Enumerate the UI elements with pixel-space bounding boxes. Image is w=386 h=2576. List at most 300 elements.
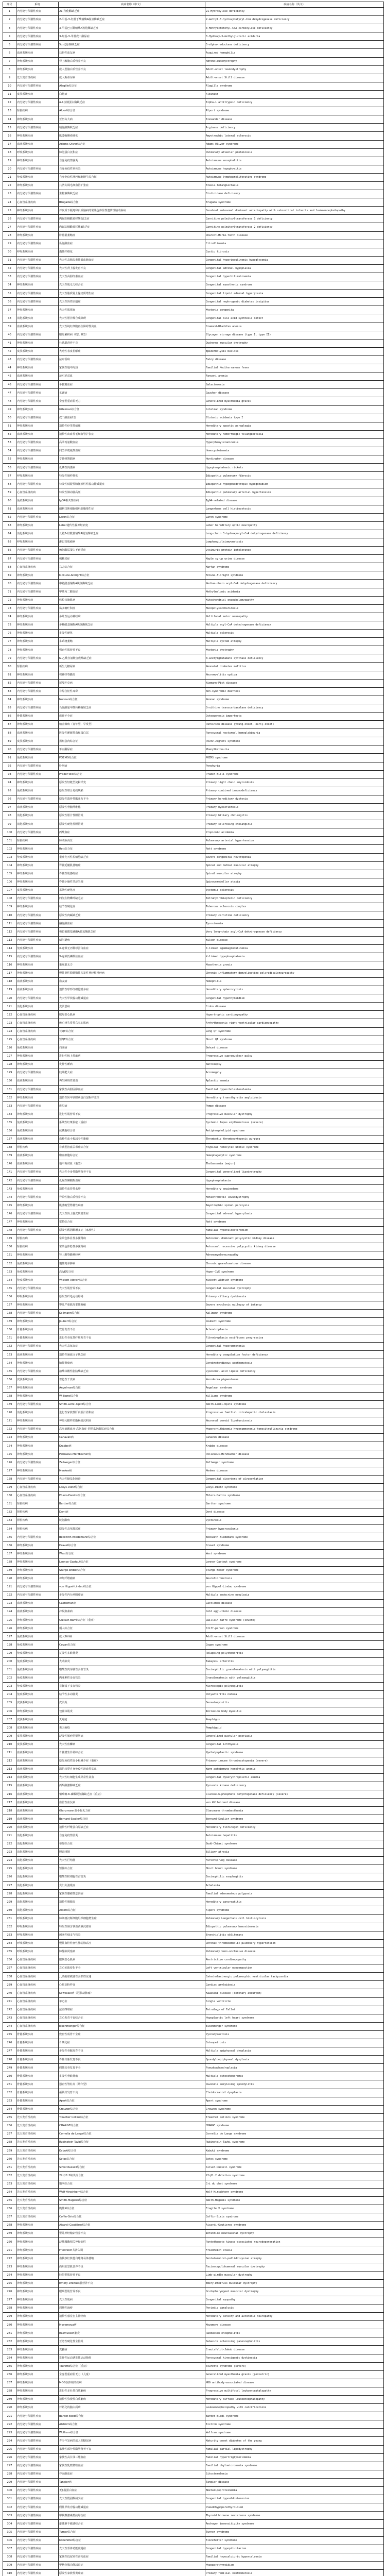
row-system: 神经系统疾病 — [16, 571, 59, 580]
row-name-en: Myelodysplastic syndrome — [205, 1749, 384, 1757]
row-name-en: Pulmonary arterial hypertension — [205, 837, 384, 845]
row-system: 先天发育性疾病 — [16, 2130, 59, 2139]
row-name-cn: Klinefelter综合征 — [59, 2536, 205, 2545]
row-index: 163 — [3, 1351, 16, 1359]
row-name-en: Hypoparathyroidism — [205, 2561, 384, 2569]
row-name-cn: 先天性高胆红素血症 — [59, 273, 205, 281]
row-index: 263 — [3, 2180, 16, 2188]
row-index: 65 — [3, 538, 16, 547]
table-row — [3, 355, 384, 364]
row-name-en: Spinal muscular atrophy — [205, 870, 384, 878]
row-system: 消化系统疾病 — [16, 1856, 59, 1865]
row-name-en: Wiskott-Aldrich syndrome — [205, 1276, 384, 1284]
row-system: 先天发育性疾病 — [16, 2147, 59, 2155]
row-name-en: Autoimmune lymphoproliferative syndrome — [205, 173, 384, 181]
row-name-cn: Cornelia de Lange综合征 — [59, 2130, 205, 2139]
row-name-en: Dent disease — [205, 1508, 384, 1516]
row-name-en: Arrhythmogenic right ventricular cardiomyopathy — [205, 1019, 384, 1027]
table-row — [3, 538, 384, 547]
row-name-en: Hereditary pancreatitis — [205, 1898, 384, 1906]
row-name-cn: 泛发性脓疱型银屑病 — [59, 1732, 205, 1740]
row-name-en: Amyotrophic spinal paralysis — [205, 1201, 384, 1210]
row-name-en: Ataxia-telangiectasia — [205, 181, 384, 190]
table-row — [3, 2569, 384, 2576]
row-index: 202 — [3, 1674, 16, 1682]
row-name-en: Maple syrup urine disease — [205, 555, 384, 563]
row-system: 神经系统疾病 — [16, 845, 59, 853]
table-row — [3, 2412, 384, 2420]
row-name-cn: Menkes病 — [59, 1467, 205, 1475]
row-name-cn: 皮肌炎 — [59, 1699, 205, 1707]
row-name-en: Hyperphenylalaninemia — [205, 438, 384, 447]
row-name-en: Lymphangioleiomyomatosis — [205, 538, 384, 547]
row-system: 神经系统疾病 — [16, 1624, 59, 1633]
row-index: 94 — [3, 778, 16, 787]
row-system: 内分泌与代谢性疾病 — [16, 2470, 59, 2478]
row-index: 102 — [3, 845, 16, 853]
table-row — [3, 1168, 384, 1177]
row-name-en: Alexander disease — [205, 115, 384, 124]
row-name-cn: Bernard-Soulier综合征 — [59, 1815, 205, 1823]
row-index: 222 — [3, 1840, 16, 1848]
row-name-en: Paroxysmal kinesigenic dyskinesia — [205, 2354, 384, 2362]
row-name-en: Creutzfeldt-Jakob disease — [205, 2346, 384, 2354]
row-system: 内分泌与代谢性疾病 — [16, 447, 59, 455]
row-name-en: Eosinophilic esophagitis — [205, 1873, 384, 1882]
row-name-cn: 自身免疫性脑炎 — [59, 157, 205, 165]
row-name-en: Idiopathic pulmonary hemosiderosis — [205, 1923, 384, 1931]
row-index: 193 — [3, 1600, 16, 1608]
row-system: 内分泌与代谢性疾病 — [16, 1309, 59, 1317]
row-system: 消化系统疾病 — [16, 1906, 59, 1914]
row-system: 内分泌与代谢性疾病 — [16, 2561, 59, 2569]
row-name-cn: 结节性硬化症 — [59, 903, 205, 911]
row-system: 内分泌与代谢性疾病 — [16, 124, 59, 132]
row-index: 300 — [3, 2487, 16, 2495]
row-index: 119 — [3, 986, 16, 994]
row-index: 64 — [3, 530, 16, 538]
row-system: 血液系统疾病 — [16, 977, 59, 986]
row-system: 内分泌与代谢性疾病 — [16, 1177, 59, 1185]
row-name-en: Congenital ichthyosis — [205, 1740, 384, 1749]
row-system: 血液系统疾病 — [16, 1160, 59, 1168]
row-system: 神经系统疾病 — [16, 1541, 59, 1550]
row-index: 152 — [3, 1260, 16, 1268]
row-name-cn: 多发性内分泌腺瘤病 — [59, 1591, 205, 1599]
table-row — [3, 1641, 384, 1649]
row-name-en: Familial partial lipodystrophy — [205, 2445, 384, 2453]
row-name-en: Alport syndrome — [205, 107, 384, 115]
row-index: 81 — [3, 671, 16, 679]
row-index: 72 — [3, 596, 16, 604]
row-name-cn: 高IgE综合征 — [59, 1268, 205, 1276]
row-name-cn: 原发性醛固酮增多症（家族性） — [59, 1226, 205, 1234]
rare-disease-table — [3, 2, 384, 2576]
row-name-cn: West综合征 — [59, 1550, 205, 1558]
table-row — [3, 2080, 384, 2089]
row-index: 229 — [3, 1898, 16, 1906]
row-name-cn: 遗传性凝血因子缺乏症 — [59, 1351, 205, 1359]
row-index: 73 — [3, 604, 16, 613]
row-index: 198 — [3, 1641, 16, 1649]
table-row — [3, 1243, 384, 1251]
row-name-en: Neonatal diabetes mellitus — [205, 663, 384, 671]
table-row — [3, 1856, 384, 1865]
row-name-cn: 法布雷病 — [59, 355, 205, 364]
row-index: 109 — [3, 903, 16, 911]
row-name-en: Canavan disease — [205, 1434, 384, 1442]
row-name-en: Sturge-Weber syndrome — [205, 1566, 384, 1574]
row-name-en: Hemophilia — [205, 977, 384, 986]
row-name-en: Pompe disease — [205, 1102, 384, 1110]
row-name-en: Congenital dyserythropoietic anemia — [205, 1773, 384, 1782]
table-row — [3, 1036, 384, 1044]
row-system: 内分泌与代谢性疾病 — [16, 895, 59, 903]
row-name-cn: 胆道闭锁 — [59, 1848, 205, 1856]
row-index: 136 — [3, 1127, 16, 1135]
row-system: 心血管系统疾病 — [16, 1989, 59, 1997]
row-name-cn: 再生障碍性贫血 — [59, 1077, 205, 1086]
table-row — [3, 878, 384, 886]
row-index: 21 — [3, 173, 16, 181]
row-index: 215 — [3, 1782, 16, 1790]
row-index: 36 — [3, 298, 16, 306]
table-row — [3, 2379, 384, 2387]
row-index: 243 — [3, 2014, 16, 2022]
row-system: 神经系统疾病 — [16, 2387, 59, 2395]
row-system: 骨骼系统疾病 — [16, 1326, 59, 1334]
row-name-cn: 多发性骨骺发育不良 — [59, 2047, 205, 2056]
row-name-cn: 原发性骨髓纤维化 — [59, 804, 205, 812]
row-system: 免疫系统疾病 — [16, 1666, 59, 1674]
row-system: 神经系统疾病 — [16, 2321, 59, 2329]
table-row — [3, 1541, 384, 1550]
table-row — [3, 422, 384, 430]
row-name-cn: 肺泡蛋白沉积症 — [59, 148, 205, 157]
table-row — [3, 1260, 384, 1268]
row-name-en: Primary carnitine deficiency — [205, 911, 384, 920]
row-index: 165 — [3, 1367, 16, 1376]
row-name-cn: 先天性鱼鳞病 — [59, 1740, 205, 1749]
row-index: 174 — [3, 1442, 16, 1450]
table-row — [3, 24, 384, 32]
row-name-en: Familial hyperaldosteronism — [205, 1226, 384, 1234]
row-name-en: Prader-Willi syndrome — [205, 770, 384, 778]
row-system: 内分泌与代谢性疾病 — [16, 928, 59, 936]
row-name-cn: 溶酶体酸性脂肪酶缺乏症 — [59, 1367, 205, 1376]
row-index: 199 — [3, 1649, 16, 1657]
table-row — [3, 248, 384, 256]
row-name-en: Arginase deficiency — [205, 124, 384, 132]
row-name-cn: 先天性肾性尿崩症 — [59, 298, 205, 306]
row-system: 内分泌与代谢性疾病 — [16, 1533, 59, 1541]
row-name-en: Multiple endocrine neoplasia — [205, 1591, 384, 1599]
row-name-cn: 肾上腺脑白质营养不良 — [59, 57, 205, 65]
row-system: 血液系统疾病 — [16, 49, 59, 57]
row-name-cn: Smith-Lemli-Opitz综合征 — [59, 1400, 205, 1409]
row-name-en: Thrombotic thrombocytopenic purpura — [205, 1135, 384, 1143]
row-system: 神经系统疾病 — [16, 455, 59, 464]
row-index: 113 — [3, 936, 16, 944]
row-index: 196 — [3, 1624, 16, 1633]
row-system: 内分泌与代谢性疾病 — [16, 256, 59, 264]
row-name-en: Biliary atresia — [205, 1848, 384, 1856]
row-system: 先天发育性疾病 — [16, 2213, 59, 2221]
row-system: 内分泌与代谢性疾病 — [16, 16, 59, 24]
row-name-en: Apert syndrome — [205, 2097, 384, 2105]
table-row — [3, 2230, 384, 2238]
row-name-cn: Williams综合征 — [59, 1392, 205, 1400]
row-system: 神经系统疾病 — [16, 1218, 59, 1226]
row-name-cn: Silver-Russell综合征 — [59, 2163, 205, 2172]
table-row — [3, 1094, 384, 1102]
table-row — [3, 215, 384, 223]
row-system: 神经系统疾病 — [16, 1060, 59, 1069]
row-index: 117 — [3, 969, 16, 977]
row-name-en: Adult-onset Still disease — [205, 74, 384, 82]
row-index: 156 — [3, 1293, 16, 1301]
table-row — [3, 1102, 384, 1110]
row-system: 骨骼系统疾病 — [16, 2072, 59, 2080]
table-row — [3, 1118, 384, 1127]
row-name-cn: 伴钙化的脑白质病 — [59, 2404, 205, 2412]
row-name-cn: 长QT综合征 — [59, 1027, 205, 1036]
row-index: 189 — [3, 1566, 16, 1574]
table-row — [3, 290, 384, 298]
row-name-cn: 遗传性出血性毛细血管扩张症 — [59, 430, 205, 438]
row-system: 先天发育性疾病 — [16, 2205, 59, 2213]
row-name-cn: 先天性垂体功能减退症 — [59, 2545, 205, 2553]
table-row — [3, 1997, 384, 2006]
row-name-cn: 先天性脂质肾上腺皮质增生症 — [59, 290, 205, 298]
row-name-en: Pemphigus — [205, 1716, 384, 1724]
row-name-cn: 雄激素不敏感综合征 — [59, 2520, 205, 2528]
row-index: 266 — [3, 2205, 16, 2213]
row-name-cn: 原发性家族性黄瘤病 — [59, 2569, 205, 2576]
row-system: 皮肤系统疾病 — [16, 737, 59, 745]
row-name-cn: 血友病 — [59, 977, 205, 986]
row-system: 血液系统疾病 — [16, 1807, 59, 1815]
row-index: 288 — [3, 2387, 16, 2395]
table-row — [3, 1633, 384, 1641]
row-name-cn: 慢性肉芽肿病 — [59, 1260, 205, 1268]
row-index: 268 — [3, 2222, 16, 2230]
table-row — [3, 1964, 384, 1973]
row-name-en: Congenital hyperammonemia — [205, 1343, 384, 1351]
table-row — [3, 936, 384, 944]
table-row — [3, 2188, 384, 2196]
row-system: 血液系统疾病 — [16, 1077, 59, 1086]
row-name-cn: 3-羟基-3-甲基戊二酸尿症 — [59, 32, 205, 41]
table-row — [3, 795, 384, 803]
row-name-cn: 肥厚型心肌病 — [59, 1011, 205, 1019]
table-row — [3, 1317, 384, 1326]
row-system: 皮肤系统疾病 — [16, 1732, 59, 1740]
row-name-cn: 糖原累积病（I型、II型） — [59, 331, 205, 339]
row-name-en: CHARGE syndrome — [205, 2122, 384, 2130]
table-row — [3, 2337, 384, 2346]
row-index: 274 — [3, 2271, 16, 2279]
table-row — [3, 853, 384, 861]
row-index: 110 — [3, 911, 16, 920]
row-system: 神经系统疾病 — [16, 2263, 59, 2271]
row-index: 123 — [3, 1019, 16, 1027]
row-system: 神经系统疾病 — [16, 646, 59, 654]
row-name-en: Hereditary coagulation factor deficiency — [205, 1351, 384, 1359]
row-system: 肾脏疾病 — [16, 1525, 59, 1533]
table-row — [3, 57, 384, 65]
table-row — [3, 323, 384, 331]
row-name-cn: 颅锁骨发育不良 — [59, 2089, 205, 2097]
row-name-cn: 先天性肾上腺皮质增生症 — [59, 1210, 205, 1218]
table-row — [3, 1442, 384, 1450]
table-row — [3, 372, 384, 381]
table-row — [3, 256, 384, 264]
row-name-en: Maturity-onset diabetes of the young — [205, 2437, 384, 2445]
row-name-cn: Noonan综合征 — [59, 696, 205, 704]
row-name-en: Eosinophilic granulomatosis with polyangiitis — [205, 1666, 384, 1674]
table-row — [3, 2122, 384, 2130]
row-name-en: Congenital nephrogenic diabetes insipidus — [205, 298, 384, 306]
table-row — [3, 1931, 384, 1939]
row-name-en: Familial hypercholesterolemia — [205, 1086, 384, 1094]
row-name-cn: Smith-Magenis综合征 — [59, 2196, 205, 2205]
row-name-en: Spinocerebellar ataxia — [205, 878, 384, 886]
row-system: 骨骼系统疾病 — [16, 1334, 59, 1343]
row-system: 内分泌与代谢性疾病 — [16, 355, 59, 364]
row-name-cn: 卟啉病 — [59, 762, 205, 770]
row-system: 肾脏疾病 — [16, 837, 59, 845]
table-row — [3, 1135, 384, 1143]
row-name-cn: 脊髓性肌萎缩症 — [59, 870, 205, 878]
row-system: 神经系统疾病 — [16, 630, 59, 638]
row-name-en: Alpers syndrome — [205, 1906, 384, 1914]
table-row — [3, 721, 384, 729]
row-index: 232 — [3, 1923, 16, 1931]
row-name-en: Menkes disease — [205, 1467, 384, 1475]
table-row — [3, 314, 384, 323]
row-system: 肾脏疾病 — [16, 1243, 59, 1251]
row-system: 神经系统疾病 — [16, 2370, 59, 2379]
row-name-cn: 黏多糖贮积症 — [59, 604, 205, 613]
table-row — [3, 2213, 384, 2221]
row-name-en: Tetrahydrobiopterin deficiency — [205, 895, 384, 903]
row-name-en: Cogan syndrome — [205, 1641, 384, 1649]
row-system: 神经系统疾病 — [16, 306, 59, 314]
row-index: 201 — [3, 1666, 16, 1674]
row-index: 55 — [3, 455, 16, 464]
table-row — [3, 2453, 384, 2462]
row-name-en: Mucopolysaccharidosis — [205, 604, 384, 613]
row-name-en: MOG antibody-associated disease — [205, 2379, 384, 2387]
row-name-cn: Eisenmenger综合征 — [59, 2022, 205, 2030]
row-name-en: Williams syndrome — [205, 1392, 384, 1400]
row-index: 76 — [3, 630, 16, 638]
row-name-cn: 朗格汉斯细胞组织细胞增生症 — [59, 505, 205, 513]
row-name-cn: 淋巴管肌瘤病 — [59, 538, 205, 547]
row-system: 内分泌与代谢性疾病 — [16, 24, 59, 32]
row-name-cn: 中链酰基辅酶A脱氢酶缺乏症 — [59, 580, 205, 588]
row-index: 25 — [3, 207, 16, 215]
row-name-en: 3-Hydroxy-3-methylglutaric aciduria — [205, 32, 384, 41]
row-system: 免疫系统疾病 — [16, 1118, 59, 1127]
row-index: 177 — [3, 1467, 16, 1475]
row-name-cn: Tourette综合征（重症） — [59, 2362, 205, 2370]
row-name-en: Rubinstein-Taybi syndrome — [205, 2139, 384, 2147]
row-index: 71 — [3, 588, 16, 596]
row-system: 内分泌与代谢性疾病 — [16, 994, 59, 1003]
row-name-en: Charcot-Marie-Tooth disease — [205, 231, 384, 240]
row-name-en: Fabry disease — [205, 355, 384, 364]
row-name-cn: 鸟氨酸氨甲酰转移酶缺乏症 — [59, 704, 205, 712]
table-row — [3, 1707, 384, 1716]
row-index: 200 — [3, 1657, 16, 1666]
row-name-en: Propionic acidemia — [205, 828, 384, 837]
row-name-en: Phenylketonuria — [205, 745, 384, 754]
row-index: 19 — [3, 157, 16, 165]
row-index: 107 — [3, 886, 16, 894]
row-name-en: Epidermolysis bullosa — [205, 347, 384, 355]
row-name-cn: 进行性肌营养不良 — [59, 1110, 205, 1118]
table-row — [3, 1749, 384, 1757]
row-name-en: Pelizaeus-Merzbacher disease — [205, 1450, 384, 1459]
row-system: 消化系统疾病 — [16, 1848, 59, 1856]
row-index: 244 — [3, 2022, 16, 2030]
table-body — [3, 8, 384, 2576]
table-row — [3, 1740, 384, 1749]
row-name-en: Thalassemia (major) — [205, 1160, 384, 1168]
row-name-cn: Canavan病 — [59, 1434, 205, 1442]
row-system: 内分泌与代谢性疾病 — [16, 240, 59, 248]
row-name-cn: 进行性多灶性白质脑病 — [59, 2387, 205, 2395]
row-name-en: Adult-onset Still disease — [205, 1633, 384, 1641]
row-name-en: Facioscapulohumeral muscular dystrophy — [205, 2263, 384, 2271]
row-index: 114 — [3, 944, 16, 953]
row-name-cn: CHARGE综合征 — [59, 2122, 205, 2130]
table-row — [3, 1765, 384, 1773]
row-name-cn: Turner综合征 — [59, 2528, 205, 2536]
row-index: 206 — [3, 1707, 16, 1716]
row-system: 神经系统疾病 — [16, 231, 59, 240]
row-system: 免疫系统疾病 — [16, 1268, 59, 1276]
table-row — [3, 1616, 384, 1624]
row-index: 143 — [3, 1185, 16, 1193]
row-index: 20 — [3, 165, 16, 173]
row-system: 神经系统疾病 — [16, 2222, 59, 2230]
row-index: 137 — [3, 1135, 16, 1143]
row-system: 内分泌与代谢性疾病 — [16, 215, 59, 223]
row-name-en: Limb-girdle muscular dystrophy — [205, 2271, 384, 2279]
row-index: 40 — [3, 331, 16, 339]
row-name-cn: 肺静脉闭塞病 — [59, 1947, 205, 1956]
row-index: 254 — [3, 2105, 16, 2113]
row-name-en: Paroxysmal nocturnal hemoglobinuria — [205, 729, 384, 737]
row-name-en: Albinism — [205, 90, 384, 98]
row-name-en: Ornithine transcarbamylase deficiency — [205, 704, 384, 712]
row-name-en: Sotos syndrome — [205, 2155, 384, 2163]
row-index: 112 — [3, 928, 16, 936]
row-system: 内分泌与代谢性疾病 — [16, 2545, 59, 2553]
row-system: 肾脏疾病 — [16, 663, 59, 671]
row-name-cn: 短肠综合征 — [59, 1865, 205, 1873]
row-index: 153 — [3, 1268, 16, 1276]
row-name-en: Hypophosphatemic rickets — [205, 464, 384, 472]
row-name-cn: 亚急性硬化性全脑炎 — [59, 2337, 205, 2346]
row-name-cn: 2-甲基-3-羟基丁酰辅酶A脱氢酶缺乏症 — [59, 16, 205, 24]
row-name-en: Oculopharyngeal muscular dystrophy — [205, 2287, 384, 2296]
table-row — [3, 2255, 384, 2263]
row-name-cn: 成骨不全症 — [59, 712, 205, 720]
